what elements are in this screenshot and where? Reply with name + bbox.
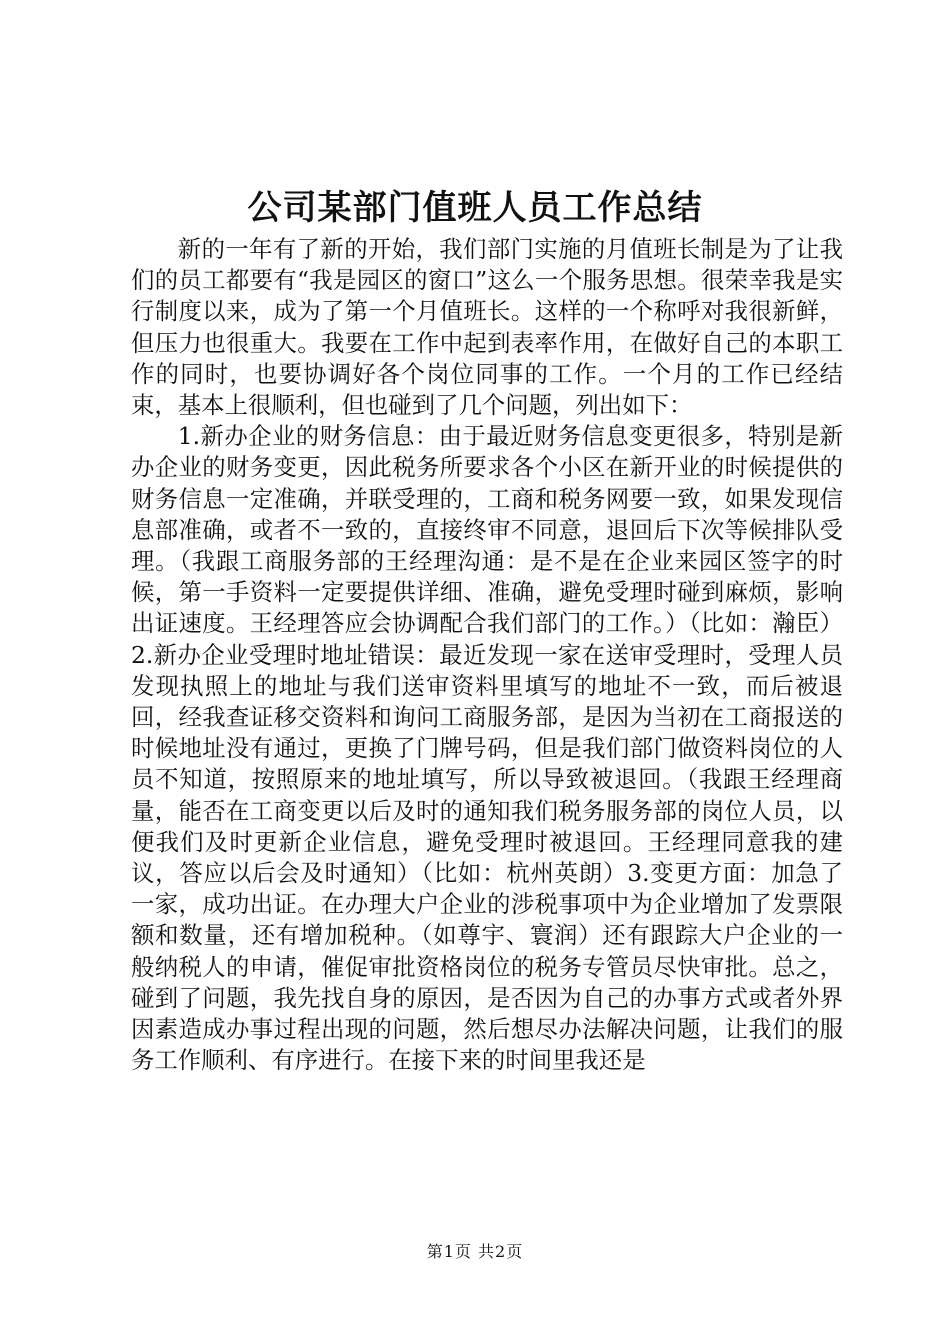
document-title: 公司某部门值班人员工作总结 bbox=[247, 188, 703, 228]
document-body bbox=[131, 234, 843, 1076]
paragraph-issues: 1.新办企业的财务信息：由于最近财务信息变更很多，特别是新办企业的财务变更，因此税务所要求各个小区在新开业的时候提供的财务信息一定准确，并联受理的，工商和税务网要一致，如果发现信息部准确，或者不一致的，直接终审不同意，退回后下次等候排队受理。（我跟工商服务部的王经理沟通：是不是在企业来园区签字的时候，第一手资料一定要提供详细、准确，避免受理时碰到麻烦，影响出证速度。王经理答应会协调配合我们部门的工作。）（比如：瀚臣）2.新办企业受理时地址错误：最近发现一家在送审受理时，受理人员发现执照上的地址与我们送审资料里填写的地址不一致，而后被退回，经我查证移交资料和询问工商服务部，是因为当初在工商报送的时候地址没有通过，更换了门牌号码，但是我们部门做资料岗位的人员不知道，按照原来的地址填写，所以导致被退回。（我跟王经理商量，能否在工商变更以后及时的通知我们税务服务部的岗位人员，以便我们及时更新企业信息，避免受理时被退回。王经理同意我的建议，答应以后会及时通知）（比如：杭州英朗）3.变更方面：加急了一家，成功出证。在办理大户企业的涉税事项中为企业增加了发票限额和数量，还有增加税种。（如尊宇、寰润）还有跟踪大户企业的一般纳税人的申请，催促审批资格岗位的税务专管员尽快审批。总之，碰到了问题，我先找自身的原因，是否因为自己的办事方式或者外界因素造成办事过程出现的问题，然后想尽办法解决问题，让我们的服务工作顺利、有序进行。在接下来的时间里我还是 bbox=[131, 422, 843, 1075]
paragraph-intro: 新的一年有了新的开始，我们部门实施的月值班长制是为了让我们的员工都要有“我是园区的窗口”这么一个服务思想。很荣幸我是实行制度以来，成为了第一个月值班长。这样的一个称呼对我很新鲜，但压力也很重大。我要在工作中起到表率作用，在做好自己的本职工作的同时，也要协调好各个岗位同事的工作。一个月的工作已经结束，基本上很顺利，但也碰到了几个问题，列出如下： bbox=[131, 235, 843, 420]
page-number: 第1页 共2页 bbox=[426, 1242, 524, 1261]
